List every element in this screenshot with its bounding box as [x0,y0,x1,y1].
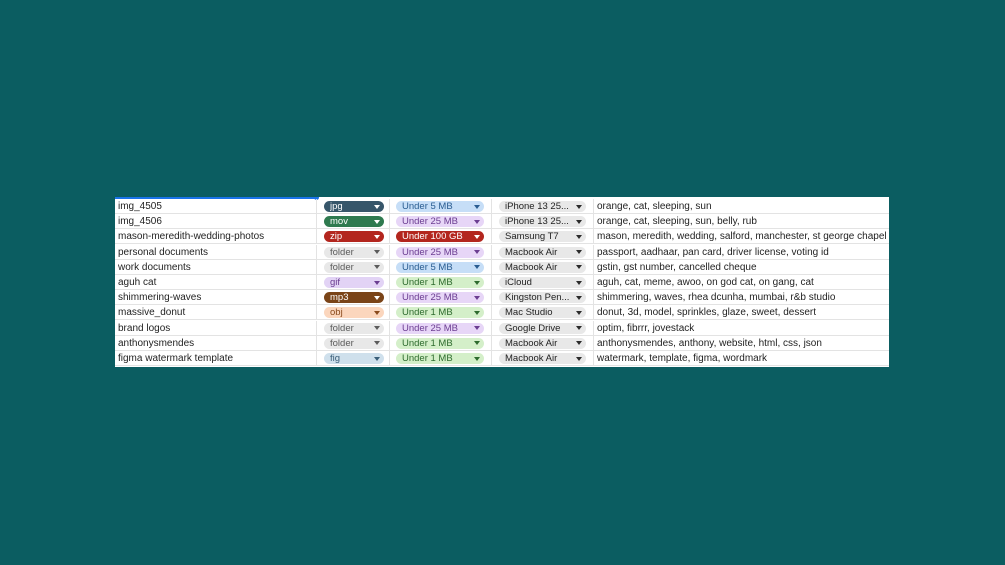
file-type-dropdown[interactable] [324,277,384,288]
dropdown-arrow-icon[interactable] [374,296,380,300]
file-type-dropdown-label: folder [330,246,354,258]
dropdown-arrow-icon[interactable] [374,220,380,224]
file-type-cell [317,275,390,290]
file-size-dropdown-label: Under 1 MB [402,353,453,364]
file-type-cell [317,214,390,229]
location-dropdown[interactable] [499,201,586,212]
tags-cell[interactable]: passport, aadhaar, pan card, driver license, voting id [597,246,829,258]
tags-cell[interactable]: gstin, gst number, cancelled cheque [597,261,757,273]
dropdown-arrow-icon[interactable] [576,296,582,300]
file-size-dropdown-label: Under 1 MB [402,307,453,319]
file-type-dropdown-label: mov [330,216,348,228]
dropdown-arrow-icon[interactable] [576,235,582,239]
file-type-dropdown[interactable] [324,323,384,334]
file-size-cell [390,199,492,214]
location-dropdown[interactable] [499,231,586,242]
file-type-dropdown-label: zip [330,231,343,243]
dropdown-arrow-icon[interactable] [576,205,582,209]
file-type-dropdown[interactable] [324,307,384,318]
file-size-dropdown[interactable] [396,262,484,273]
dropdown-arrow-icon[interactable] [374,326,380,330]
dropdown-arrow-icon[interactable] [474,341,480,345]
location-cell [492,214,594,229]
dropdown-arrow-icon[interactable] [474,220,480,224]
table-row [115,214,889,229]
dropdown-arrow-icon[interactable] [374,235,380,239]
location-cell [492,275,594,290]
file-size-dropdown[interactable] [396,201,484,212]
dropdown-arrow-icon[interactable] [576,265,582,269]
dropdown-arrow-icon[interactable] [576,357,582,361]
table-row [115,275,889,290]
dropdown-arrow-icon[interactable] [474,326,480,330]
spreadsheet-table [115,197,889,367]
file-size-cell [390,229,492,244]
file-type-dropdown[interactable] [324,262,384,273]
location-cell [492,260,594,275]
file-size-dropdown-label: Under 1 MB [402,277,453,288]
location-dropdown-label: Mac Studio [505,307,553,319]
dropdown-arrow-icon[interactable] [474,205,480,209]
file-type-dropdown-label: obj [330,307,343,319]
file-name-cell[interactable]: personal documents [115,245,317,260]
file-size-dropdown[interactable] [396,247,484,258]
dropdown-arrow-icon[interactable] [374,250,380,254]
file-type-cell [317,245,390,260]
location-dropdown[interactable] [499,292,586,303]
file-name-cell[interactable]: img_4506 [115,214,317,229]
file-type-dropdown-label: fig [330,353,341,364]
file-size-dropdown-label: Under 25 MB [402,322,458,334]
dropdown-arrow-icon[interactable] [474,281,480,285]
location-dropdown-label: iPhone 13 25... [505,201,569,212]
file-name-cell[interactable]: aguh cat [115,275,317,290]
tags-cell[interactable]: orange, cat, sleeping, sun, belly, rub [597,216,757,228]
file-type-cell [317,229,390,244]
file-type-cell [317,199,390,214]
location-cell [492,290,594,305]
file-size-dropdown[interactable] [396,307,484,318]
location-cell [492,336,594,351]
location-dropdown[interactable] [499,338,586,349]
location-dropdown-label: Samsung T7 [505,231,559,243]
tags-cell[interactable]: orange, cat, sleeping, sun [597,201,712,212]
file-size-dropdown-label: Under 5 MB [402,201,453,212]
table-row [115,290,889,305]
file-size-dropdown[interactable] [396,216,484,227]
location-cell [492,229,594,244]
file-size-dropdown-label: Under 1 MB [402,337,453,349]
dropdown-arrow-icon[interactable] [474,357,480,361]
dropdown-arrow-icon[interactable] [374,205,380,209]
file-size-dropdown-label: Under 25 MB [402,246,458,258]
file-type-dropdown[interactable] [324,231,384,242]
location-dropdown[interactable] [499,216,586,227]
dropdown-arrow-icon[interactable] [576,281,582,285]
file-type-dropdown-label: folder [330,337,354,349]
tags-cell[interactable]: mason, meredith, wedding, salford, manchester, st george chapel [597,231,887,243]
location-dropdown-label: Macbook Air [505,246,558,258]
tags-cell[interactable]: watermark, template, figma, wordmark [597,353,768,364]
location-cell [492,351,594,366]
dropdown-arrow-icon[interactable] [576,326,582,330]
dropdown-arrow-icon[interactable] [474,311,480,315]
table-row [115,336,889,351]
dropdown-arrow-icon[interactable] [374,311,380,315]
file-size-dropdown[interactable] [396,353,484,364]
file-name-cell[interactable]: mason-meredith-wedding-photos [115,229,317,244]
location-dropdown-label: Macbook Air [505,337,558,349]
location-cell [492,321,594,336]
file-size-dropdown[interactable] [396,231,484,242]
file-size-cell [390,214,492,229]
location-cell [492,245,594,260]
location-cell [492,199,594,214]
file-type-cell [317,321,390,336]
file-type-cell [317,351,390,366]
location-dropdown[interactable] [499,277,586,288]
dropdown-arrow-icon[interactable] [374,341,380,345]
file-type-dropdown-label: folder [330,261,354,273]
dropdown-arrow-icon[interactable] [474,296,480,300]
tags-cell[interactable]: donut, 3d, model, sprinkles, glaze, sweet, dessert [597,307,817,319]
location-dropdown-label: Google Drive [505,322,561,334]
dropdown-arrow-icon[interactable] [576,250,582,254]
dropdown-arrow-icon[interactable] [576,311,582,315]
file-size-dropdown[interactable] [396,277,484,288]
file-name-cell[interactable]: work documents [115,260,317,275]
location-dropdown[interactable] [499,353,586,364]
file-size-cell [390,336,492,351]
file-type-dropdown-label: jpg [330,201,343,212]
table-row [115,245,889,260]
location-dropdown[interactable] [499,262,586,273]
file-size-cell [390,260,492,275]
file-size-cell [390,321,492,336]
file-size-dropdown[interactable] [396,323,484,334]
file-type-cell [317,260,390,275]
file-type-dropdown-label: gif [330,277,341,288]
file-size-cell [390,290,492,305]
location-dropdown-label: iCloud [505,277,532,288]
file-name-cell[interactable]: brand logos [115,321,317,336]
file-type-dropdown[interactable] [324,201,384,212]
tags-cell[interactable]: anthonysmendes, anthony, website, html, css, json [597,337,822,349]
table-row [115,229,889,244]
file-size-cell [390,245,492,260]
location-cell [492,305,594,320]
file-type-dropdown[interactable] [324,338,384,349]
dropdown-arrow-icon[interactable] [374,357,380,361]
file-type-dropdown-label: mp3 [330,292,349,304]
tags-cell[interactable]: aguh, cat, meme, awoo, on god cat, on gang, cat [597,277,814,288]
dropdown-arrow-icon[interactable] [576,220,582,224]
file-type-cell [317,305,390,320]
tags-cell[interactable]: shimmering, waves, rhea dcunha, mumbai, r&b studio [597,292,836,304]
file-size-cell [390,351,492,366]
location-dropdown-label: Macbook Air [505,353,558,364]
location-dropdown-label: Kingston Pen... [505,292,570,304]
file-name-cell[interactable]: anthonysmendes [115,336,317,351]
file-name-cell[interactable]: img_4505 [115,199,317,214]
file-size-dropdown-label: Under 5 MB [402,261,453,273]
file-size-cell [390,305,492,320]
file-type-dropdown-label: folder [330,322,354,334]
location-dropdown[interactable] [499,247,586,258]
file-type-dropdown[interactable] [324,292,384,303]
file-size-dropdown-label: Under 100 GB [402,231,463,243]
dropdown-arrow-icon[interactable] [474,265,480,269]
table-row [115,351,889,366]
file-name-cell[interactable]: massive_donut [115,305,317,320]
tags-cell[interactable]: optim, fibrrr, jovestack [597,322,695,334]
location-dropdown-label: iPhone 13 25... [505,216,569,228]
file-name-cell[interactable]: shimmering-waves [115,290,317,305]
location-dropdown[interactable] [499,323,586,334]
table-row [115,305,889,320]
file-type-dropdown[interactable] [324,216,384,227]
dropdown-arrow-icon[interactable] [374,281,380,285]
file-size-cell [390,275,492,290]
file-size-dropdown-label: Under 25 MB [402,292,458,304]
dropdown-arrow-icon[interactable] [474,250,480,254]
dropdown-arrow-icon[interactable] [474,235,480,239]
file-type-dropdown[interactable] [324,353,384,364]
table-row [115,199,889,214]
file-size-dropdown-label: Under 25 MB [402,216,458,228]
location-dropdown-label: Macbook Air [505,261,558,273]
location-dropdown[interactable] [499,307,586,318]
file-size-dropdown[interactable] [396,338,484,349]
file-name-cell[interactable]: figma watermark template [115,351,317,366]
dropdown-arrow-icon[interactable] [576,341,582,345]
file-type-dropdown[interactable] [324,247,384,258]
dropdown-arrow-icon[interactable] [374,265,380,269]
file-size-dropdown[interactable] [396,292,484,303]
file-type-cell [317,290,390,305]
table-row [115,321,889,336]
table-row [115,260,889,275]
file-type-cell [317,336,390,351]
